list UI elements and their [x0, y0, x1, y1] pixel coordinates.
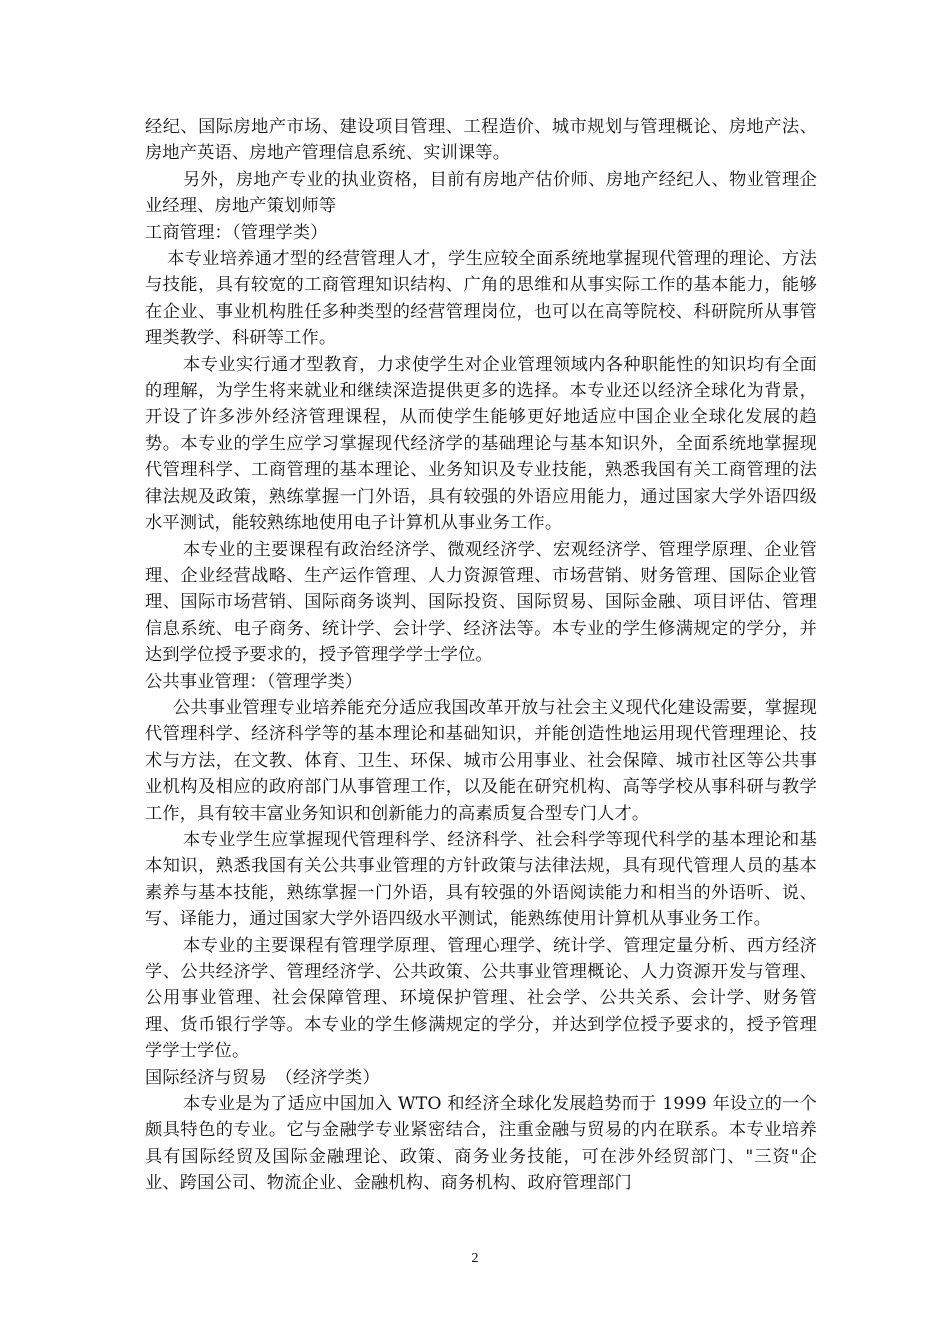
- paragraph-business-admin-education: 本专业实行通才型教育，力求使学生对企业管理领域内各种职能性的知识均有全面的理解，为学生将来就业和继续深造提供更多的选择。本专业还以经济全球化为背景，开设了许多涉外经济管理课程，从而使学生能够更好地适应中国企业全球化发展的趋势。本专业的学生应学习掌握现代经济学的基础理论与基本知识外，全面系统地掌握现代管理科学、工商管理的基本理论、业务知识及专业技能，熟悉我国有关工商管理的法律法规及政策，熟练掌握一门外语，具有较强的外语应用能力，通过国家大学外语四级水平测试，能较熟练地使用电子计算机从事业务工作。: [145, 354, 817, 534]
- paragraph-real-estate-qualifications: 另外，房地产专业的执业资格，目前有房地产估价师、房地产经纪人、物业管理企业经理、房地产策划师等: [145, 169, 817, 217]
- paragraph-business-admin-courses: 本专业的主要课程有政治经济学、微观经济学、宏观经济学、管理学原理、企业管理、企业经营战略、生产运作管理、人力资源管理、市场营销、财务管理、国际企业管理、国际市场营销、国际商务谈判、国际投资、国际贸易、国际金融、项目评估、管理信息系统、电子商务、统计学、会计学、经济法等。本专业的学生修满规定的学分，并达到学位授予要求的，授予管理学学士学位。: [145, 539, 817, 666]
- heading-business-administration: 工商管理：（管理学类）: [145, 222, 328, 243]
- paragraph-public-admin-requirements: 本专业学生应掌握现代管理科学、经济科学、社会科学等现代科学的基本理论和基本知识，熟悉我国有关公共事业管理的方针政策与法律法规，具有现代管理人员的基本素养与基本技能，熟练掌握一门外语，具有较强的外语阅读能力和相当的外语听、说、写、译能力，通过国家大学外语四级水平测试，能熟练使用计算机从事业务工作。: [145, 829, 817, 930]
- document-body: [145, 114, 817, 1197]
- paragraph-real-estate-courses: 经纪、国际房地产市场、建设项目管理、工程造价、城市规划与管理概论、房地产法、房地产英语、房地产管理信息系统、实训课等。: [145, 117, 817, 164]
- paragraph-international-trade-intro: 本专业是为了适应中国加入 WTO 和经济全球化发展趋势而于 1999 年设立的一个颇具特色的专业。它与金融学专业紧密结合，注重金融与贸易的内在联系。本专业培养具有国际经贸及国际金融理论、政策、商务业务技能，可在涉外经贸部门、"三资"企业、跨国公司、物流企业、金融机构、商务机构、政府管理部门: [145, 1094, 817, 1194]
- paragraph-public-admin-goal: 公共事业管理专业培养能充分适应我国改革开放与社会主义现代化建设需要，掌握现代管理科学、经济科学等的基本理论和基础知识，并能创造性地运用现代管理理论、技术与方法，在文教、体育、卫生、环保、城市公用事业、社会保障、城市社区等公共事业机构及相应的政府部门从事管理工作，以及能在研究机构、高等学校从事科研与教学工作，具有较丰富业务知识和创新能力的高素质复合型专门人才。: [145, 697, 817, 824]
- page-number: 2: [471, 1251, 479, 1266]
- heading-international-trade: 国际经济与贸易 （经济学类）: [145, 1067, 380, 1088]
- paragraph-public-admin-courses: 本专业的主要课程有管理学原理、管理心理学、统计学、管理定量分析、西方经济学、公共经济学、管理经济学、公共政策、公共事业管理概论、人力资源开发与管理、公用事业管理、社会保障管理、环境保护管理、社会学、公共关系、会计学、财务管理、货币银行学等。本专业的学生修满规定的学分，并达到学位授予要求的，授予管理学学士学位。: [145, 935, 817, 1062]
- heading-public-administration: 公共事业管理：（管理学类）: [145, 671, 363, 692]
- paragraph-business-admin-goal: 本专业培养通才型的经营管理人才，学生应较全面系统地掌握现代管理的理论、方法与技能，具有较宽的工商管理知识结构、广角的思维和从事实际工作的基本能力，能够在企业、事业机构胜任多种类型的经营管理岗位，也可以在高等院校、科研院所从事管理类教学、科研等工作。: [145, 249, 817, 349]
